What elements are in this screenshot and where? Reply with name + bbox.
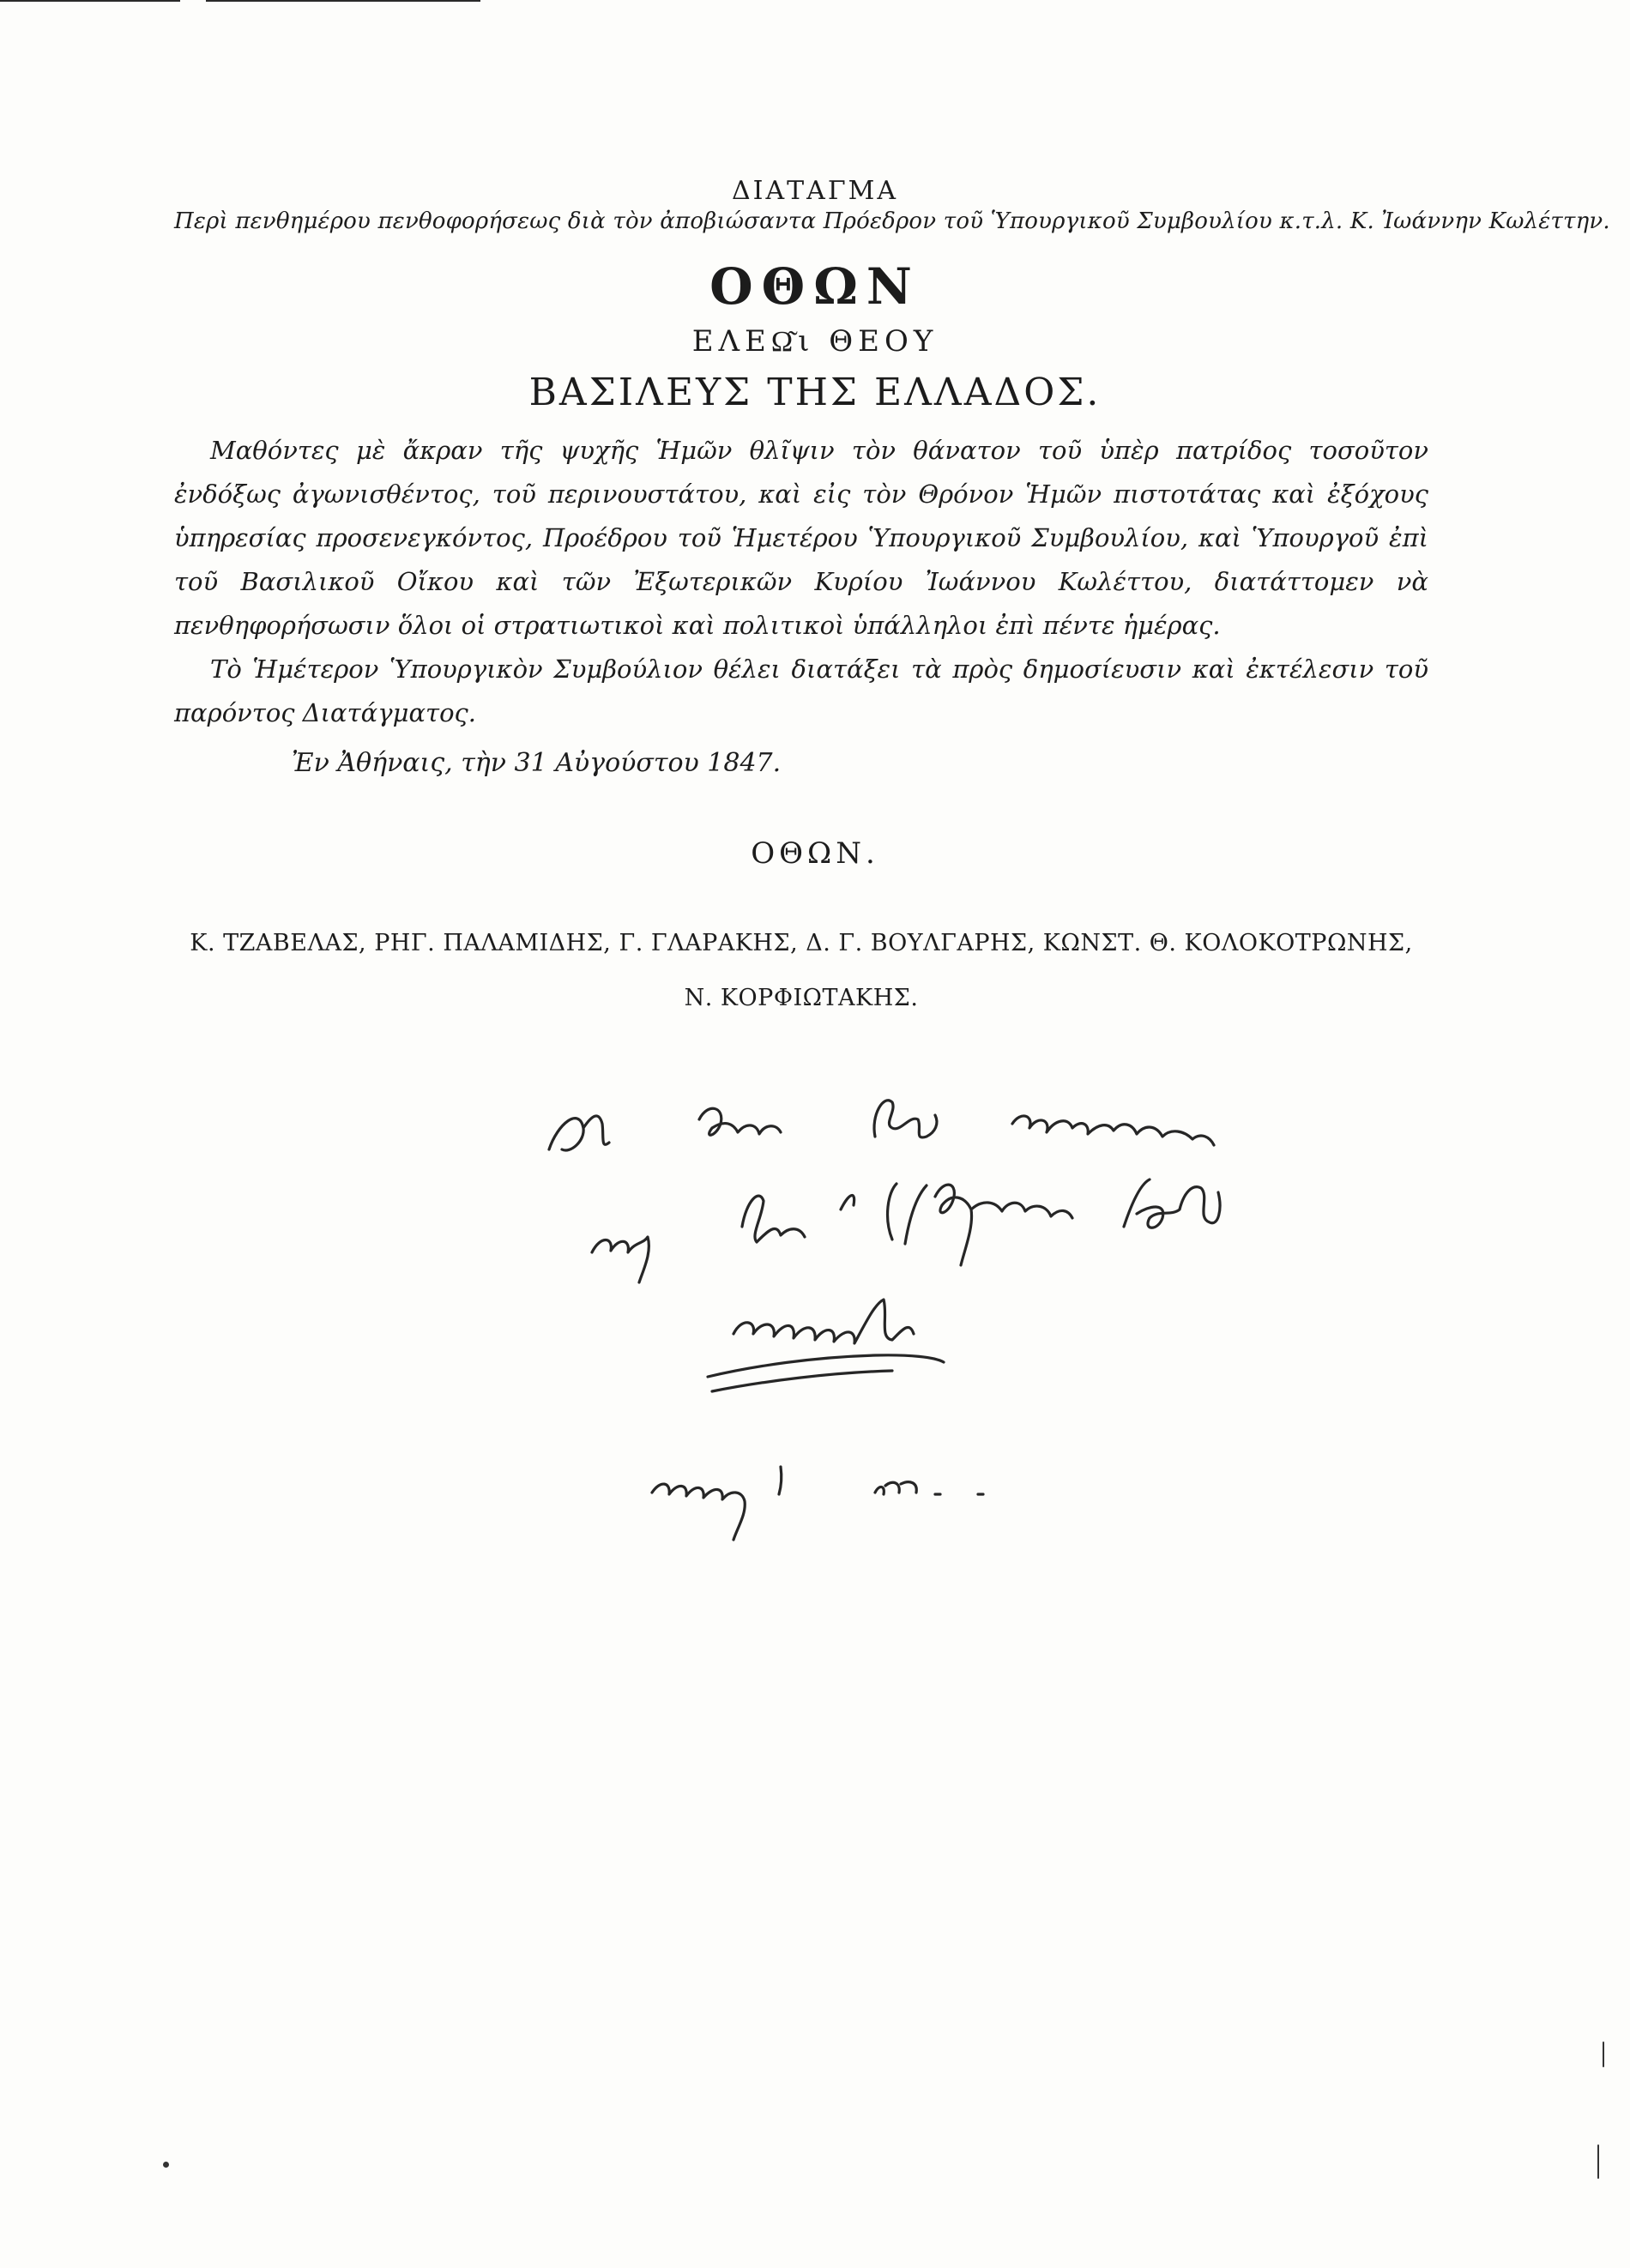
scan-speck xyxy=(1597,2144,1599,2179)
scan-speck xyxy=(163,2162,169,2168)
scan-edge-rule xyxy=(206,0,480,2)
handwritten-note-image xyxy=(532,1089,1527,1553)
decree-subject: Περὶ πενθημέρου πενθοφορήσεως διὰ τὸν ἀποβιώσαντα Πρόεδρον τοῦ Ὑπουργικοῦ Συμβουλίου κ.τ.λ. Κ. Ἰωάννην Κωλέττην. xyxy=(174,208,1610,234)
king-signature-print: ΟΘΩΝ. xyxy=(751,836,879,871)
decree-date: Ἐν Ἀθήναις, τὴν 31 Αὐγούστου 1847. xyxy=(292,748,782,778)
minister-signatures xyxy=(172,916,1431,1026)
decree-paragraph: Τὸ Ἡμέτερον Ὑπουργικὸν Συμβούλιον θέλει διατάξει τὰ πρὸς δημοσίευσιν καὶ ἐκτέλεσιν τοῦ παρόντος Διατάγματος. xyxy=(174,654,1428,727)
document-type-heading: ΔΙΑΤΑΓΜΑ xyxy=(731,176,899,206)
handwritten-annotation xyxy=(532,1089,1527,1553)
grace-of-god-line: ΕΛΕΩ͂ι ΘΕΟΥ xyxy=(691,324,939,359)
king-name-heading: ΟΘΩΝ xyxy=(709,257,921,316)
minister-names-line: Ν. ΚΟΡΦΙΩΤΑΚΗΣ. xyxy=(684,985,919,1011)
scan-speck xyxy=(1603,2042,1604,2067)
scan-edge-rule xyxy=(0,0,180,2)
decree-paragraph: Μαθόντες μὲ ἄκραν τῆς ψυχῆς Ἡμῶν θλῖψιν τὸν θάνατον τοῦ ὑπὲρ πατρίδος τοσοῦτον ἐνδόξως ἀγωνισθέντος, τοῦ περινουστάτου, καὶ εἰς τὸν Θρόνον Ἡμῶν πιστοτάτας καὶ ἐξόχους ὑπηρεσίας προσενεγκόντος, Προέδρου τοῦ Ἡμετέρου Ὑπουργικοῦ Συμβουλίου, καὶ Ὑπουργοῦ ἐπὶ τοῦ Βασιλικοῦ Οἴκου καὶ τῶν Ἐξωτερικῶν Κυρίου Ἰωάννου Κωλέττου, διατάττομεν νὰ πενθηφορήσωσιν ὅλοι οἱ στρατιωτικοὶ καὶ πολιτικοὶ ὑπάλληλοι ἐπὶ πέντε ἡμέρας. xyxy=(174,436,1428,640)
minister-names-line: Κ. ΤΖΑΒΕΛΑΣ, ΡΗΓ. ΠΑΛΑΜΙΔΗΣ, Γ. ΓΛΑΡΑΚΗΣ, Δ. Γ. ΒΟΥΛΓΑΡΗΣ, ΚΩΝΣΤ. Θ. ΚΟΛΟΚΟΤΡΩΝΗΣ, xyxy=(190,930,1413,956)
decree-body xyxy=(174,429,1428,735)
king-title-line: ΒΑΣΙΛΕΥΣ ΤΗΣ ΕΛΛΑΔΟΣ. xyxy=(528,371,1102,414)
